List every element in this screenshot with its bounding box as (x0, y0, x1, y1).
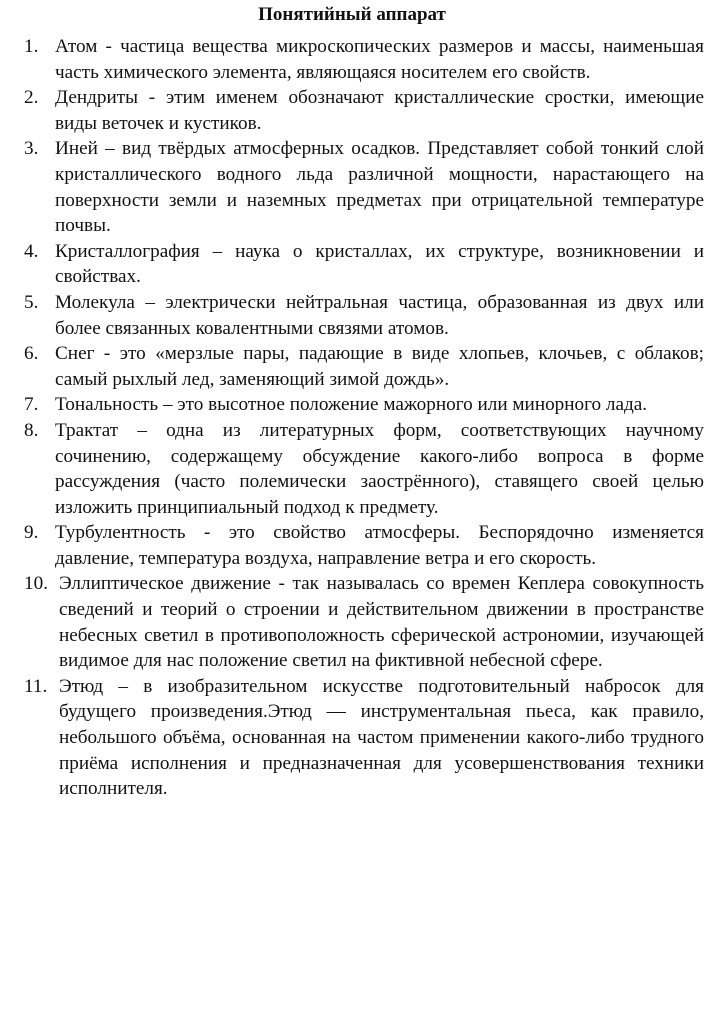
list-item (24, 341, 704, 392)
document-title: Понятийный аппарат (258, 4, 446, 25)
item-text: Атом - частица вещества микроскопических размеров и массы, наименьшая часть химического элемента, являющаяся носителем его свойств. (55, 36, 704, 83)
item-text: Дендриты - этим именем обозначают кристаллические сростки, имеющие виды веточек и кустиков. (55, 87, 704, 134)
item-text: Трактат – одна из литературных форм, соответствующих научному сочинению, содержащему обсуждение какого-либо вопроса в форме рассуждения (часто полемически заострённого), ставящего своей целью изложить принципиальный подход к предмету. (55, 419, 704, 518)
item-text: Этюд – в изобразительном искусстве подготовительный набросок для будущего произведения.Этюд — инструментальная пьеса, как правило, небольшого объёма, основанная на частом применении какого-либо трудного приёма исполнения и предназначенная для усовершенствования техники исполнителя. (59, 675, 704, 800)
item-number: 2. (24, 87, 39, 109)
list-item (24, 290, 704, 341)
item-text: Эллиптическое движение - так называлась со времен Кеплера совокупность сведений и теорий о строении и действительном движении в пространстве небесных светил в противоположность сферической астрономии, изучающей видимое для нас положение светил на фиктивной небесной сфере. (59, 573, 704, 672)
list-item (24, 392, 704, 418)
list-item (24, 571, 704, 673)
list-item (24, 239, 704, 290)
list-item (24, 674, 704, 802)
list-item (24, 136, 704, 238)
item-text: Турбулентность - это свойство атмосферы. Беспорядочно изменяется давление, температура воздуха, направление ветра и его скорость. (55, 522, 704, 569)
item-text: Тональность – это высотное положение мажорного или минорного лада. (55, 394, 648, 416)
item-number: 9. (24, 522, 39, 544)
item-number: 1. (24, 36, 39, 57)
list-item (24, 418, 704, 520)
definitions-list (24, 34, 704, 802)
list-item (24, 520, 704, 571)
item-number: 10. (24, 573, 48, 595)
item-number: 6. (24, 343, 39, 365)
item-text: Иней – вид твёрдых атмосферных осадков. Представляет собой тонкий слой кристаллического водного льда различной мощности, нарастающего на поверхности земли и наземных предметах при отрицательной температуре почвы. (55, 138, 704, 237)
item-text: Молекула – электрически нейтральная частица, образованная из двух или более связанных ковалентными связями атомов. (55, 291, 704, 339)
item-number: 8. (24, 419, 39, 441)
item-number: 7. (24, 394, 39, 416)
item-text: Кристаллография – наука о кристаллах, их структуре, возникновении и свойствах. (55, 240, 704, 288)
list-item (24, 85, 704, 136)
item-text: Снег - это «мерзлые пары, падающие в виде хлопьев, клочьев, с облаков; самый рыхлый лед, заменяющий зимой дождь». (55, 343, 704, 390)
list-item (24, 34, 704, 85)
item-number: 5. (24, 291, 39, 313)
item-number: 4. (24, 240, 39, 262)
item-number: 3. (24, 138, 39, 160)
item-number: 11. (24, 675, 48, 697)
